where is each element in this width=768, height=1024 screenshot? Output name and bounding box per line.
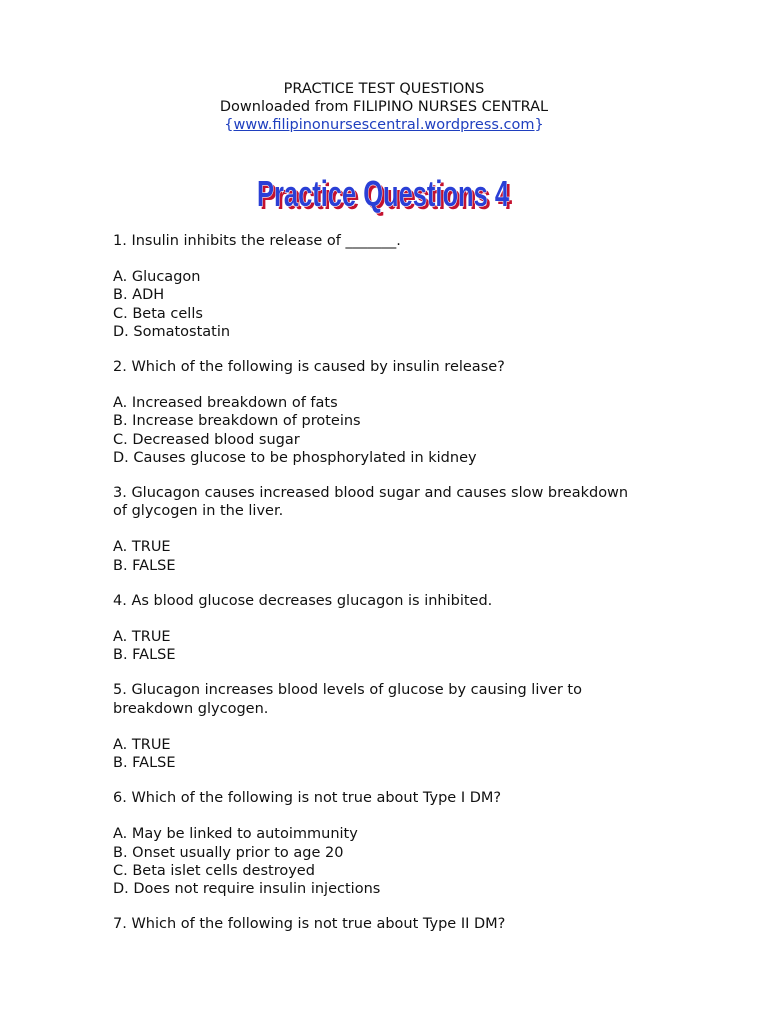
answer-option: A. TRUE [113,736,171,753]
answer-option: B. Onset usually prior to age 20 [113,844,344,861]
answer-option: D. Somatostatin [113,323,231,340]
answer-option: B. FALSE [113,647,176,664]
answer-option: B. FALSE [113,557,176,574]
question-text: 2. Which of the following is caused by insulin release? [113,359,505,376]
practice-questions-banner [248,166,520,218]
questions-list [113,232,713,950]
link-brace-open: { [224,117,234,133]
answer-options [113,394,713,467]
header-link[interactable] [0,116,768,134]
answer-option: B. ADH [113,287,165,304]
question-text: 3. Glucagon causes increased blood sugar and causes slow breakdown of glycogen in the liver. [113,485,629,520]
answer-options [113,825,713,898]
document-header [0,80,768,134]
banner-text: Practice Questions 4 [257,173,509,214]
question-block [113,592,713,665]
answer-option: D. Does not require insulin injections [113,881,381,898]
answer-option: A. Glucagon [113,269,201,286]
question-text: 5. Glucagon increases blood levels of glucose by causing liver to breakdown glycogen. [113,682,582,717]
answer-option: A. Increased breakdown of fats [113,395,338,412]
answer-option: D. Causes glucose to be phosphorylated in kidney [113,449,477,466]
question-block [113,681,713,772]
answer-options [113,268,713,341]
answer-options [113,736,713,772]
answer-options [113,538,713,574]
question-block [113,789,713,898]
answer-option: A. TRUE [113,629,171,646]
question-text: 6. Which of the following is not true about Type I DM? [113,790,502,807]
question-block [113,358,713,467]
question-block [113,915,713,933]
question-text: 1. Insulin inhibits the release of _______. [113,233,401,249]
banner-text-shadow: Practice Questions 4 [260,176,512,217]
answer-option: A. May be linked to autoimmunity [113,826,358,843]
question-block [113,232,713,341]
header-title: PRACTICE TEST QUESTIONS [283,81,485,97]
header-source: Downloaded from FILIPINO NURSES CENTRAL [219,99,549,115]
answer-options [113,628,713,664]
answer-option: A. TRUE [113,539,171,556]
answer-option: C. Beta cells [113,305,203,322]
question-block [113,484,713,575]
question-text: 7. Which of the following is not true about Type II DM? [113,916,506,933]
answer-option: B. Increase breakdown of proteins [113,413,361,430]
question-text: 4. As blood glucose decreases glucagon is inhibited. [113,592,493,609]
answer-option: B. FALSE [113,755,176,772]
answer-option: C. Beta islet cells destroyed [113,862,315,879]
header-url[interactable]: www.filipinonursescentral.wordpress.com [233,117,535,133]
answer-option: C. Decreased blood sugar [113,431,300,448]
link-brace-close: } [534,117,544,133]
